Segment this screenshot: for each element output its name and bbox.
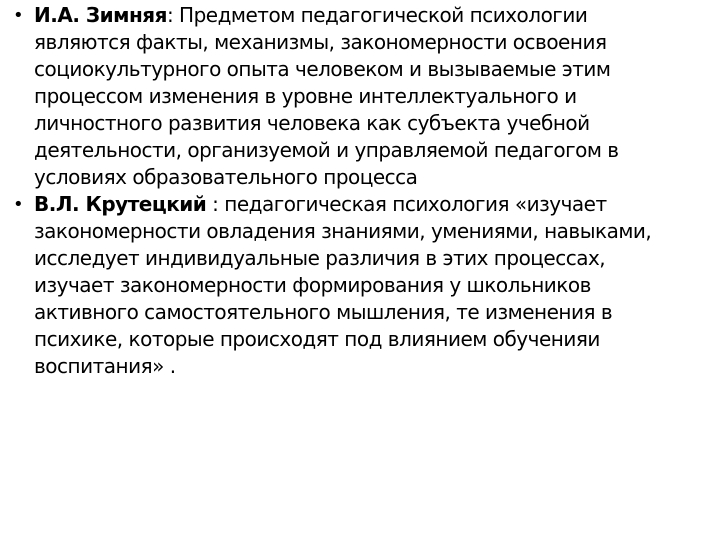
bullet-marker: •	[12, 194, 24, 215]
bullet-item-zimnyaya	[8, 2, 668, 191]
bullet-list	[8, 2, 668, 380]
author-name: И.А. Зимняя	[34, 3, 167, 27]
author-name: В.Л. Крутецкий	[34, 192, 207, 216]
bullet-item-krutetsky	[8, 191, 668, 380]
definition-text: : Предметом педагогической психологии являются факты, механизмы, закономерности освоения социокультурного опыта человеком и вызываемые этим процессом изменения в уровне интеллектуального и личностного развития человека как субъекта учебной деятельности, организуемой и управляемой педагогом в условиях образовательного процесса	[34, 3, 619, 189]
definition-text: : педагогическая психология «изучает закономерности овладения знаниями, умениями, навыками, исследует индивидуальные различия в этих процессах, изучает закономерности формирования у школьников активного самостоятельного мышления, те изменения в психике, которые происходят под влиянием обученияи воспитания» .	[34, 192, 652, 378]
bullet-marker: •	[12, 5, 24, 26]
